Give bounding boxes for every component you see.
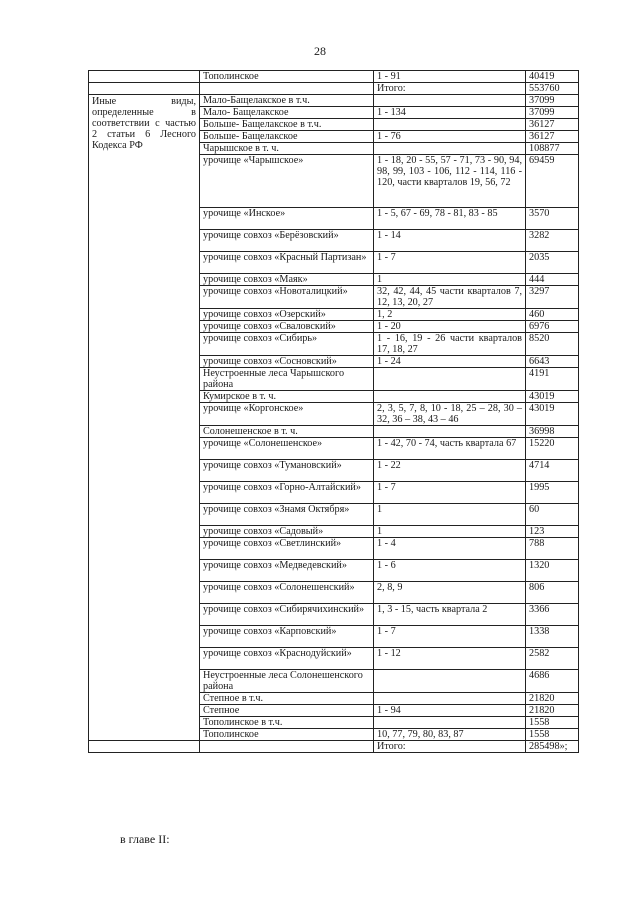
quarters-cell: 1 - 42, 70 - 74, часть квартала 67: [374, 438, 526, 460]
total-label: Итого:: [374, 83, 526, 95]
quarters-cell: [374, 693, 526, 705]
quarters-cell: [374, 95, 526, 107]
area-cell: 6643: [526, 356, 579, 368]
forest-areas-table: [88, 70, 579, 753]
quarters-cell: 1: [374, 504, 526, 526]
forestry-name-cell: урочище совхоз «Горно-Алтайский»: [200, 482, 374, 504]
quarters-cell: 1 - 7: [374, 252, 526, 274]
quarters-cell: 1, 3 - 15, часть квартала 2: [374, 604, 526, 626]
forestry-name-cell: Мало-Бащелакское в т.ч.: [200, 95, 374, 107]
area-cell: 1558: [526, 729, 579, 741]
area-cell: 1338: [526, 626, 579, 648]
area-cell: 2035: [526, 252, 579, 274]
forestry-name-cell: урочище совхоз «Красный Партизан»: [200, 252, 374, 274]
quarters-cell: 1, 2: [374, 309, 526, 321]
quarters-cell: 1 - 14: [374, 230, 526, 252]
quarters-cell: 1 - 6: [374, 560, 526, 582]
quarters-cell: 1 - 76: [374, 131, 526, 143]
forestry-name-cell: Неустроенные леса Чарышского района: [200, 368, 374, 391]
forestry-name-cell: урочище совхоз «Медведевский»: [200, 560, 374, 582]
forestry-name-cell: Тополинское: [200, 71, 374, 83]
quarters-cell: [374, 391, 526, 403]
area-cell: 60: [526, 504, 579, 526]
quarters-cell: 2, 3, 5, 7, 8, 10 - 18, 25 – 28, 30 – 32, 36 – 38, 43 – 46: [374, 403, 526, 426]
quarters-cell: 32, 42, 44, 45 части кварталов 7, 12, 13, 20, 27: [374, 286, 526, 309]
category-label: Иные виды, определенные в соответствии с частью 2 статьи 6 Лесного Кодекса РФ: [89, 95, 200, 741]
area-cell: 108877: [526, 143, 579, 155]
area-cell: 4686: [526, 670, 579, 693]
quarters-cell: 1 - 134: [374, 107, 526, 119]
area-cell: 3297: [526, 286, 579, 309]
quarters-cell: [374, 119, 526, 131]
quarters-cell: 1 - 7: [374, 626, 526, 648]
forestry-name-cell: урочище совхоз «Сосновский»: [200, 356, 374, 368]
quarters-cell: 1: [374, 526, 526, 538]
area-cell: 1558: [526, 717, 579, 729]
forestry-name-cell: Больше- Бащелакское в т.ч.: [200, 119, 374, 131]
area-cell: 43019: [526, 391, 579, 403]
forestry-name-cell: урочище «Инское»: [200, 208, 374, 230]
quarters-cell: [374, 670, 526, 693]
forestry-name-cell: Мало- Бащелакское: [200, 107, 374, 119]
quarters-cell: 1 - 24: [374, 356, 526, 368]
total-row: [89, 741, 579, 753]
forestry-name-cell: урочище совхоз «Сибирь»: [200, 333, 374, 356]
forestry-name-cell: урочище «Чарышское»: [200, 155, 374, 208]
quarters-cell: 1 - 5, 67 - 69, 78 - 81, 83 - 85: [374, 208, 526, 230]
forestry-name-cell: Чарышское в т. ч.: [200, 143, 374, 155]
forestry-name-cell: Степное: [200, 705, 374, 717]
quarters-cell: 1 - 12: [374, 648, 526, 670]
quarters-cell: 1 - 7: [374, 482, 526, 504]
forestry-name-cell: Тополинское: [200, 729, 374, 741]
quarters-cell: 1 - 94: [374, 705, 526, 717]
area-cell: 788: [526, 538, 579, 560]
total-row: [89, 83, 579, 95]
area-cell: 8520: [526, 333, 579, 356]
forestry-name-cell: урочище совхоз «Солонешенский»: [200, 582, 374, 604]
area-cell: 444: [526, 274, 579, 286]
quarters-cell: 1: [374, 274, 526, 286]
quarters-cell: 2, 8, 9: [374, 582, 526, 604]
quarters-cell: 1 - 91: [374, 71, 526, 83]
forestry-name-cell: Тополинское в т.ч.: [200, 717, 374, 729]
quarters-cell: [374, 368, 526, 391]
area-cell: 1320: [526, 560, 579, 582]
forestry-name-cell: урочище совхоз «Новоталицкий»: [200, 286, 374, 309]
area-cell: 21820: [526, 705, 579, 717]
area-cell: 4714: [526, 460, 579, 482]
quarters-cell: 1 - 18, 20 - 55, 57 - 71, 73 - 90, 94, 98, 99, 103 - 106, 112 - 114, 116 - 120, части кварталов 19, 56, 72: [374, 155, 526, 208]
quarters-cell: [374, 717, 526, 729]
quarters-cell: [374, 426, 526, 438]
area-cell: 40419: [526, 71, 579, 83]
forestry-name-cell: урочище совхоз «Тумановский»: [200, 460, 374, 482]
forestry-name-cell: урочище совхоз «Озерский»: [200, 309, 374, 321]
quarters-cell: [374, 143, 526, 155]
area-cell: 3570: [526, 208, 579, 230]
total-value: 553760: [526, 83, 579, 95]
forestry-name-cell: Степное в т.ч.: [200, 693, 374, 705]
table-row: [89, 95, 579, 107]
footer-text: в главе II:: [120, 832, 170, 846]
area-cell: 43019: [526, 403, 579, 426]
area-cell: 460: [526, 309, 579, 321]
area-cell: 37099: [526, 107, 579, 119]
area-cell: 69459: [526, 155, 579, 208]
forestry-name-cell: урочище совхоз «Маяк»: [200, 274, 374, 286]
page-number: 28: [314, 44, 326, 58]
forestry-name-cell: Больше- Бащелакское: [200, 131, 374, 143]
area-cell: 4191: [526, 368, 579, 391]
area-cell: 36127: [526, 131, 579, 143]
forestry-name-cell: урочище совхоз «Краснодуйский»: [200, 648, 374, 670]
forestry-name-cell: урочище «Солонешенское»: [200, 438, 374, 460]
area-cell: 123: [526, 526, 579, 538]
area-cell: 36998: [526, 426, 579, 438]
forestry-name-cell: урочище совхоз «Карповский»: [200, 626, 374, 648]
area-cell: 1995: [526, 482, 579, 504]
forestry-name-cell: урочище совхоз «Садовый»: [200, 526, 374, 538]
quarters-cell: 1 - 4: [374, 538, 526, 560]
forestry-name-cell: урочище совхоз «Сваловский»: [200, 321, 374, 333]
quarters-cell: 1 - 22: [374, 460, 526, 482]
table-row: [89, 71, 579, 83]
total-value: 285498»;: [526, 741, 579, 753]
forestry-name-cell: Кумирское в т. ч.: [200, 391, 374, 403]
area-cell: 15220: [526, 438, 579, 460]
quarters-cell: 1 - 16, 19 - 26 части кварталов 17, 18, 27: [374, 333, 526, 356]
forestry-name-cell: урочище совхоз «Берёзовский»: [200, 230, 374, 252]
area-cell: 6976: [526, 321, 579, 333]
category-cell-empty: [89, 71, 200, 83]
quarters-cell: 1 - 20: [374, 321, 526, 333]
area-cell: 806: [526, 582, 579, 604]
forestry-name-cell: урочище совхоз «Светлинский»: [200, 538, 374, 560]
area-cell: 2582: [526, 648, 579, 670]
area-cell: 3282: [526, 230, 579, 252]
total-label: Итого:: [374, 741, 526, 753]
forestry-name-cell: Неустроенные леса Солонешенского района: [200, 670, 374, 693]
area-cell: 37099: [526, 95, 579, 107]
forestry-name-cell: Солонешенское в т. ч.: [200, 426, 374, 438]
forestry-name-cell: урочище совхоз «Знамя Октября»: [200, 504, 374, 526]
quarters-cell: 10, 77, 79, 80, 83, 87: [374, 729, 526, 741]
forestry-name-cell: урочище совхоз «Сибирячихинский»: [200, 604, 374, 626]
forestry-name-cell: урочище «Коргонское»: [200, 403, 374, 426]
area-cell: 21820: [526, 693, 579, 705]
area-cell: 36127: [526, 119, 579, 131]
area-cell: 3366: [526, 604, 579, 626]
